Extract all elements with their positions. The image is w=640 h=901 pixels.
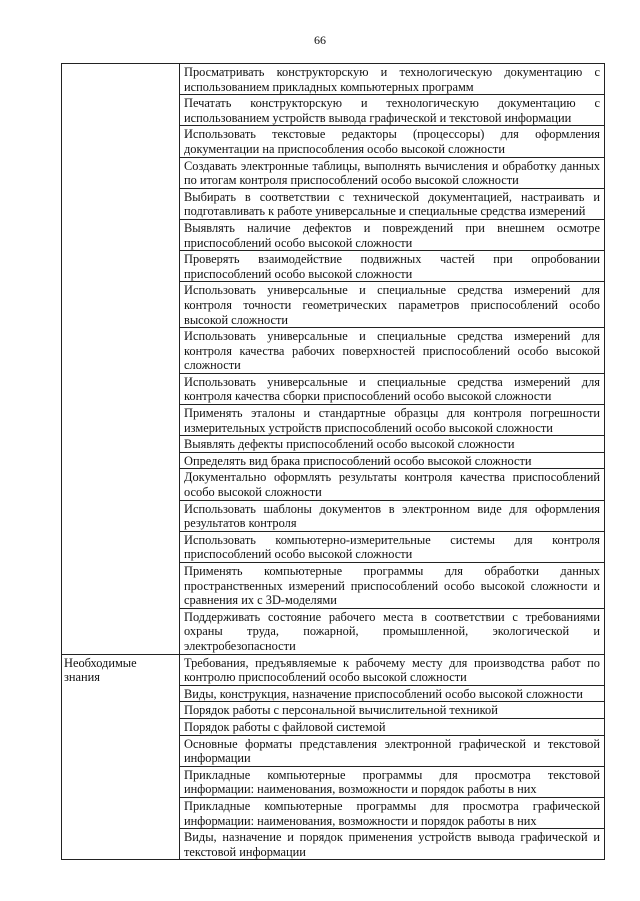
requirement-item: Использовать шаблоны документов в электронном виде для оформления результатов контроля xyxy=(180,500,605,531)
requirement-item: Применять эталоны и стандартные образцы для контроля погрешности измерительных устройств приспособлений особо высокой сложности xyxy=(180,405,605,436)
requirement-item: Прикладные компьютерные программы для просмотра графической информации: наименования, возможности и порядок работы в них xyxy=(180,797,605,828)
page-number: 66 xyxy=(314,33,326,47)
requirement-item: Основные форматы представления электронной графической и текстовой информации xyxy=(180,735,605,766)
table-row xyxy=(62,64,605,95)
requirement-item: Создавать электронные таблицы, выполнять вычисления и обработку данных по итогам контроля приспособлений особо высокой сложности xyxy=(180,157,605,188)
section-heading: Необходимые знания xyxy=(62,654,180,860)
requirement-item: Порядок работы с файловой системой xyxy=(180,718,605,735)
requirement-item: Определять вид брака приспособлений особо высокой сложности xyxy=(180,452,605,469)
requirement-item: Виды, назначение и порядок применения устройств вывода графической и текстовой информации xyxy=(180,829,605,860)
requirement-item: Использовать текстовые редакторы (процессоры) для оформления документации на приспособления особо высокой сложности xyxy=(180,126,605,157)
table-row xyxy=(62,654,605,685)
requirement-item: Поддерживать состояние рабочего места в соответствии с требованиями охраны труда, пожарной, промышленной, экологической и электробезопасности xyxy=(180,608,605,654)
requirement-item: Печатать конструкторскую и технологическую документацию с использованием устройств вывода графической и текстовой информации xyxy=(180,95,605,126)
requirement-item: Документально оформлять результаты контроля качества приспособлений особо высокой сложности xyxy=(180,469,605,500)
requirement-item: Виды, конструкция, назначение приспособлений особо высокой сложности xyxy=(180,685,605,702)
requirement-item: Использовать универсальные и специальные средства измерений для контроля точности геометрических параметров приспособлений особо высокой сложности xyxy=(180,282,605,328)
requirements-table xyxy=(61,63,605,860)
requirement-item: Использовать компьютерно-измерительные системы для контроля приспособлений особо высокой сложности xyxy=(180,531,605,562)
requirement-item: Выбирать в соответствии с технической документацией, настраивать и подготавливать к работе универсальные и специальные средства измерений xyxy=(180,188,605,219)
requirements-table-body xyxy=(62,64,605,860)
requirement-item: Требования, предъявляемые к рабочему месту для производства работ по контролю приспособлений особо высокой сложности xyxy=(180,654,605,685)
requirement-item: Применять компьютерные программы для обработки данных пространственных измерений приспособлений особо высокой сложности и сравнения их с 3D-моделями xyxy=(180,563,605,609)
requirement-item: Просматривать конструкторскую и технологическую документацию с использованием прикладных компьютерных программ xyxy=(180,64,605,95)
requirement-item: Использовать универсальные и специальные средства измерений для контроля качества сборки приспособлений особо высокой сложности xyxy=(180,373,605,404)
requirement-item: Прикладные компьютерные программы для просмотра текстовой информации: наименования, возможности и порядок работы в них xyxy=(180,766,605,797)
requirement-item: Порядок работы с персональной вычислительной техникой xyxy=(180,702,605,719)
requirement-item: Использовать универсальные и специальные средства измерений для контроля качества рабочих поверхностей приспособлений особо высокой сложности xyxy=(180,328,605,374)
requirement-item: Выявлять дефекты приспособлений особо высокой сложности xyxy=(180,436,605,453)
requirement-item: Проверять взаимодействие подвижных частей при опробовании приспособлений особо высокой сложности xyxy=(180,251,605,282)
section-heading xyxy=(62,64,180,655)
requirement-item: Выявлять наличие дефектов и повреждений при внешнем осмотре приспособлений особо высокой сложности xyxy=(180,219,605,250)
